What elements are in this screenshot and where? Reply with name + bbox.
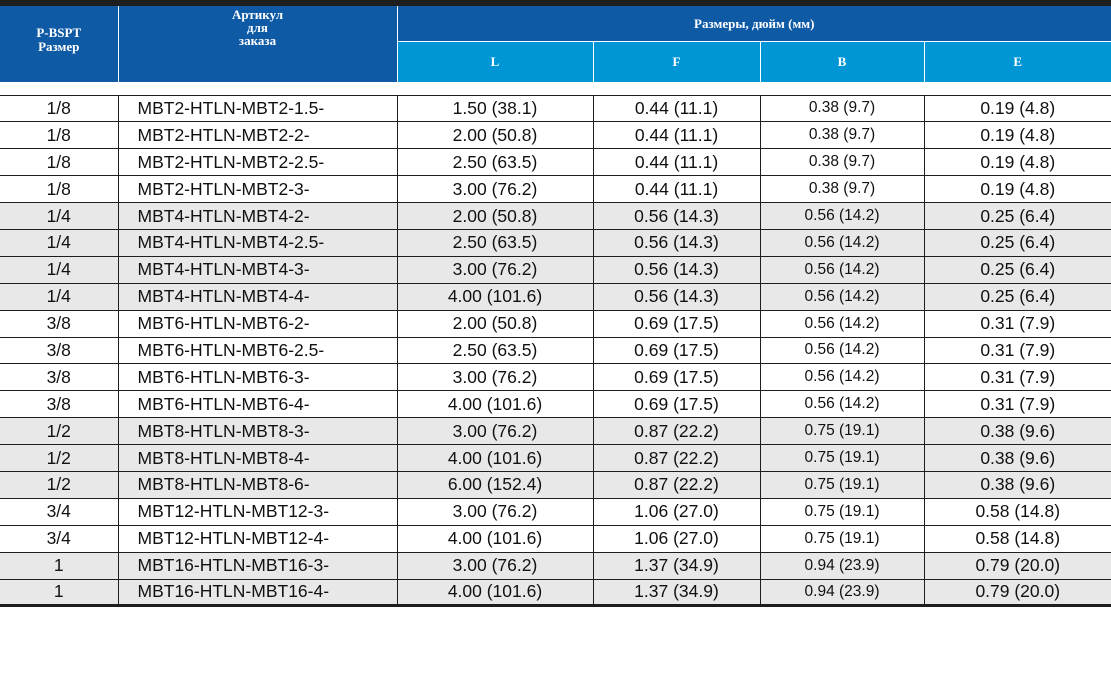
cell-size: 3/8 xyxy=(0,310,118,337)
cell-f: 0.56 (14.3) xyxy=(593,203,760,230)
table-row xyxy=(0,176,1111,203)
cell-b: 0.38 (9.7) xyxy=(760,176,924,203)
table-row xyxy=(0,364,1111,391)
table-row xyxy=(0,418,1111,445)
cell-size: 3/4 xyxy=(0,498,118,525)
cell-size: 1/4 xyxy=(0,229,118,256)
cell-e: 0.58 (14.8) xyxy=(924,525,1111,552)
cell-f: 0.44 (11.1) xyxy=(593,149,760,176)
cell-article: MBT16-HTLN-MBT16-3- xyxy=(118,552,397,579)
cell-article: MBT8-HTLN-MBT8-6- xyxy=(118,471,397,498)
cell-f: 0.69 (17.5) xyxy=(593,310,760,337)
cell-f: 0.69 (17.5) xyxy=(593,364,760,391)
header-dimensions-group: Размеры, дюйм (мм) xyxy=(397,6,1111,42)
cell-e: 0.19 (4.8) xyxy=(924,95,1111,122)
header-col-f: F xyxy=(593,42,760,83)
cell-size: 1/4 xyxy=(0,283,118,310)
table-row xyxy=(0,525,1111,552)
cell-size: 1/4 xyxy=(0,256,118,283)
header-size xyxy=(0,6,118,82)
cell-l: 3.00 (76.2) xyxy=(397,498,593,525)
cell-e: 0.19 (4.8) xyxy=(924,149,1111,176)
cell-size: 1/8 xyxy=(0,149,118,176)
cell-f: 1.06 (27.0) xyxy=(593,498,760,525)
cell-e: 0.38 (9.6) xyxy=(924,471,1111,498)
cell-e: 0.31 (7.9) xyxy=(924,310,1111,337)
cell-article: MBT4-HTLN-MBT4-2- xyxy=(118,203,397,230)
cell-size: 3/4 xyxy=(0,525,118,552)
header-size-line-1: P-BSPT xyxy=(36,25,82,40)
cell-b: 0.56 (14.2) xyxy=(760,364,924,391)
cell-b: 0.75 (19.1) xyxy=(760,471,924,498)
cell-article: MBT6-HTLN-MBT6-3- xyxy=(118,364,397,391)
cell-f: 0.44 (11.1) xyxy=(593,176,760,203)
table-row xyxy=(0,337,1111,364)
table-row xyxy=(0,498,1111,525)
cell-f: 0.56 (14.3) xyxy=(593,256,760,283)
cell-size: 1/2 xyxy=(0,418,118,445)
cell-l: 3.00 (76.2) xyxy=(397,364,593,391)
cell-e: 0.31 (7.9) xyxy=(924,391,1111,418)
table-row xyxy=(0,122,1111,149)
table-row xyxy=(0,229,1111,256)
cell-e: 0.25 (6.4) xyxy=(924,283,1111,310)
cell-e: 0.31 (7.9) xyxy=(924,364,1111,391)
cell-l: 2.00 (50.8) xyxy=(397,203,593,230)
cell-size: 1/8 xyxy=(0,122,118,149)
table-row xyxy=(0,95,1111,122)
cell-b: 0.56 (14.2) xyxy=(760,256,924,283)
table-row xyxy=(0,310,1111,337)
cell-l: 4.00 (101.6) xyxy=(397,391,593,418)
table-row xyxy=(0,256,1111,283)
table-row xyxy=(0,445,1111,472)
cell-b: 0.75 (19.1) xyxy=(760,525,924,552)
cell-f: 1.37 (34.9) xyxy=(593,552,760,579)
table-row xyxy=(0,579,1111,606)
cell-size: 1/4 xyxy=(0,203,118,230)
cell-article: MBT2-HTLN-MBT2-2- xyxy=(118,122,397,149)
cell-e: 0.38 (9.6) xyxy=(924,445,1111,472)
cell-b: 0.56 (14.2) xyxy=(760,283,924,310)
table-row xyxy=(0,283,1111,310)
cell-article: MBT12-HTLN-MBT12-4- xyxy=(118,525,397,552)
cell-l: 3.00 (76.2) xyxy=(397,552,593,579)
cell-l: 4.00 (101.6) xyxy=(397,283,593,310)
cell-e: 0.25 (6.4) xyxy=(924,229,1111,256)
cell-article: MBT6-HTLN-MBT6-4- xyxy=(118,391,397,418)
cell-f: 1.37 (34.9) xyxy=(593,579,760,606)
cell-e: 0.25 (6.4) xyxy=(924,256,1111,283)
cell-l: 3.00 (76.2) xyxy=(397,256,593,283)
header-spacer xyxy=(0,82,1111,95)
cell-l: 3.00 (76.2) xyxy=(397,176,593,203)
cell-size: 1/2 xyxy=(0,445,118,472)
cell-e: 0.38 (9.6) xyxy=(924,418,1111,445)
cell-e: 0.19 (4.8) xyxy=(924,176,1111,203)
cell-f: 0.87 (22.2) xyxy=(593,418,760,445)
cell-e: 0.58 (14.8) xyxy=(924,498,1111,525)
cell-e: 0.25 (6.4) xyxy=(924,203,1111,230)
cell-f: 0.87 (22.2) xyxy=(593,471,760,498)
cell-size: 3/8 xyxy=(0,364,118,391)
cell-f: 1.06 (27.0) xyxy=(593,525,760,552)
cell-article: MBT6-HTLN-MBT6-2- xyxy=(118,310,397,337)
cell-l: 4.00 (101.6) xyxy=(397,579,593,606)
cell-f: 0.69 (17.5) xyxy=(593,337,760,364)
cell-size: 1 xyxy=(0,579,118,606)
cell-f: 0.56 (14.3) xyxy=(593,283,760,310)
header-col-b: B xyxy=(760,42,924,83)
table-row xyxy=(0,391,1111,418)
cell-l: 1.50 (38.1) xyxy=(397,95,593,122)
header-article-line-1: Артикул xyxy=(231,7,284,22)
cell-l: 3.00 (76.2) xyxy=(397,418,593,445)
table-row xyxy=(0,149,1111,176)
cell-b: 0.56 (14.2) xyxy=(760,391,924,418)
cell-f: 0.44 (11.1) xyxy=(593,122,760,149)
cell-article: MBT16-HTLN-MBT16-4- xyxy=(118,579,397,606)
header-col-e: E xyxy=(924,42,1111,83)
cell-f: 0.87 (22.2) xyxy=(593,445,760,472)
header-article xyxy=(118,6,397,82)
cell-l: 4.00 (101.6) xyxy=(397,525,593,552)
cell-size: 1 xyxy=(0,552,118,579)
cell-b: 0.75 (19.1) xyxy=(760,418,924,445)
cell-b: 0.94 (23.9) xyxy=(760,552,924,579)
table-header xyxy=(0,6,1111,82)
cell-size: 1/2 xyxy=(0,471,118,498)
cell-article: MBT4-HTLN-MBT4-3- xyxy=(118,256,397,283)
table-row xyxy=(0,203,1111,230)
cell-b: 0.75 (19.1) xyxy=(760,498,924,525)
cell-article: MBT2-HTLN-MBT2-1.5- xyxy=(118,95,397,122)
table-body xyxy=(0,82,1111,606)
cell-f: 0.44 (11.1) xyxy=(593,95,760,122)
table-row xyxy=(0,471,1111,498)
cell-size: 3/8 xyxy=(0,391,118,418)
cell-e: 0.79 (20.0) xyxy=(924,579,1111,606)
cell-b: 0.38 (9.7) xyxy=(760,95,924,122)
cell-size: 3/8 xyxy=(0,337,118,364)
cell-article: MBT8-HTLN-MBT8-4- xyxy=(118,445,397,472)
cell-article: MBT4-HTLN-MBT4-2.5- xyxy=(118,229,397,256)
cell-l: 2.50 (63.5) xyxy=(397,337,593,364)
cell-article: MBT6-HTLN-MBT6-2.5- xyxy=(118,337,397,364)
cell-size: 1/8 xyxy=(0,176,118,203)
cell-l: 2.00 (50.8) xyxy=(397,122,593,149)
cell-e: 0.31 (7.9) xyxy=(924,337,1111,364)
cell-article: MBT4-HTLN-MBT4-4- xyxy=(118,283,397,310)
cell-l: 2.50 (63.5) xyxy=(397,229,593,256)
cell-size: 1/8 xyxy=(0,95,118,122)
cell-article: MBT2-HTLN-MBT2-2.5- xyxy=(118,149,397,176)
cell-article: MBT8-HTLN-MBT8-3- xyxy=(118,418,397,445)
cell-f: 0.69 (17.5) xyxy=(593,391,760,418)
cell-l: 4.00 (101.6) xyxy=(397,445,593,472)
cell-b: 0.56 (14.2) xyxy=(760,229,924,256)
table-row xyxy=(0,552,1111,579)
cell-b: 0.56 (14.2) xyxy=(760,337,924,364)
cell-l: 2.50 (63.5) xyxy=(397,149,593,176)
cell-b: 0.75 (19.1) xyxy=(760,445,924,472)
header-size-line-2: Размер xyxy=(38,39,80,54)
cell-f: 0.56 (14.3) xyxy=(593,229,760,256)
cell-b: 0.38 (9.7) xyxy=(760,122,924,149)
cell-b: 0.38 (9.7) xyxy=(760,149,924,176)
cell-e: 0.79 (20.0) xyxy=(924,552,1111,579)
cell-l: 6.00 (152.4) xyxy=(397,471,593,498)
header-col-l: L xyxy=(397,42,593,83)
spec-table xyxy=(0,6,1111,607)
cell-l: 2.00 (50.8) xyxy=(397,310,593,337)
cell-article: MBT2-HTLN-MBT2-3- xyxy=(118,176,397,203)
cell-b: 0.56 (14.2) xyxy=(760,310,924,337)
cell-e: 0.19 (4.8) xyxy=(924,122,1111,149)
cell-article: MBT12-HTLN-MBT12-3- xyxy=(118,498,397,525)
cell-b: 0.94 (23.9) xyxy=(760,579,924,606)
header-article-line-3: заказа xyxy=(238,33,277,48)
header-article-line-2: для xyxy=(247,20,268,35)
cell-b: 0.56 (14.2) xyxy=(760,203,924,230)
